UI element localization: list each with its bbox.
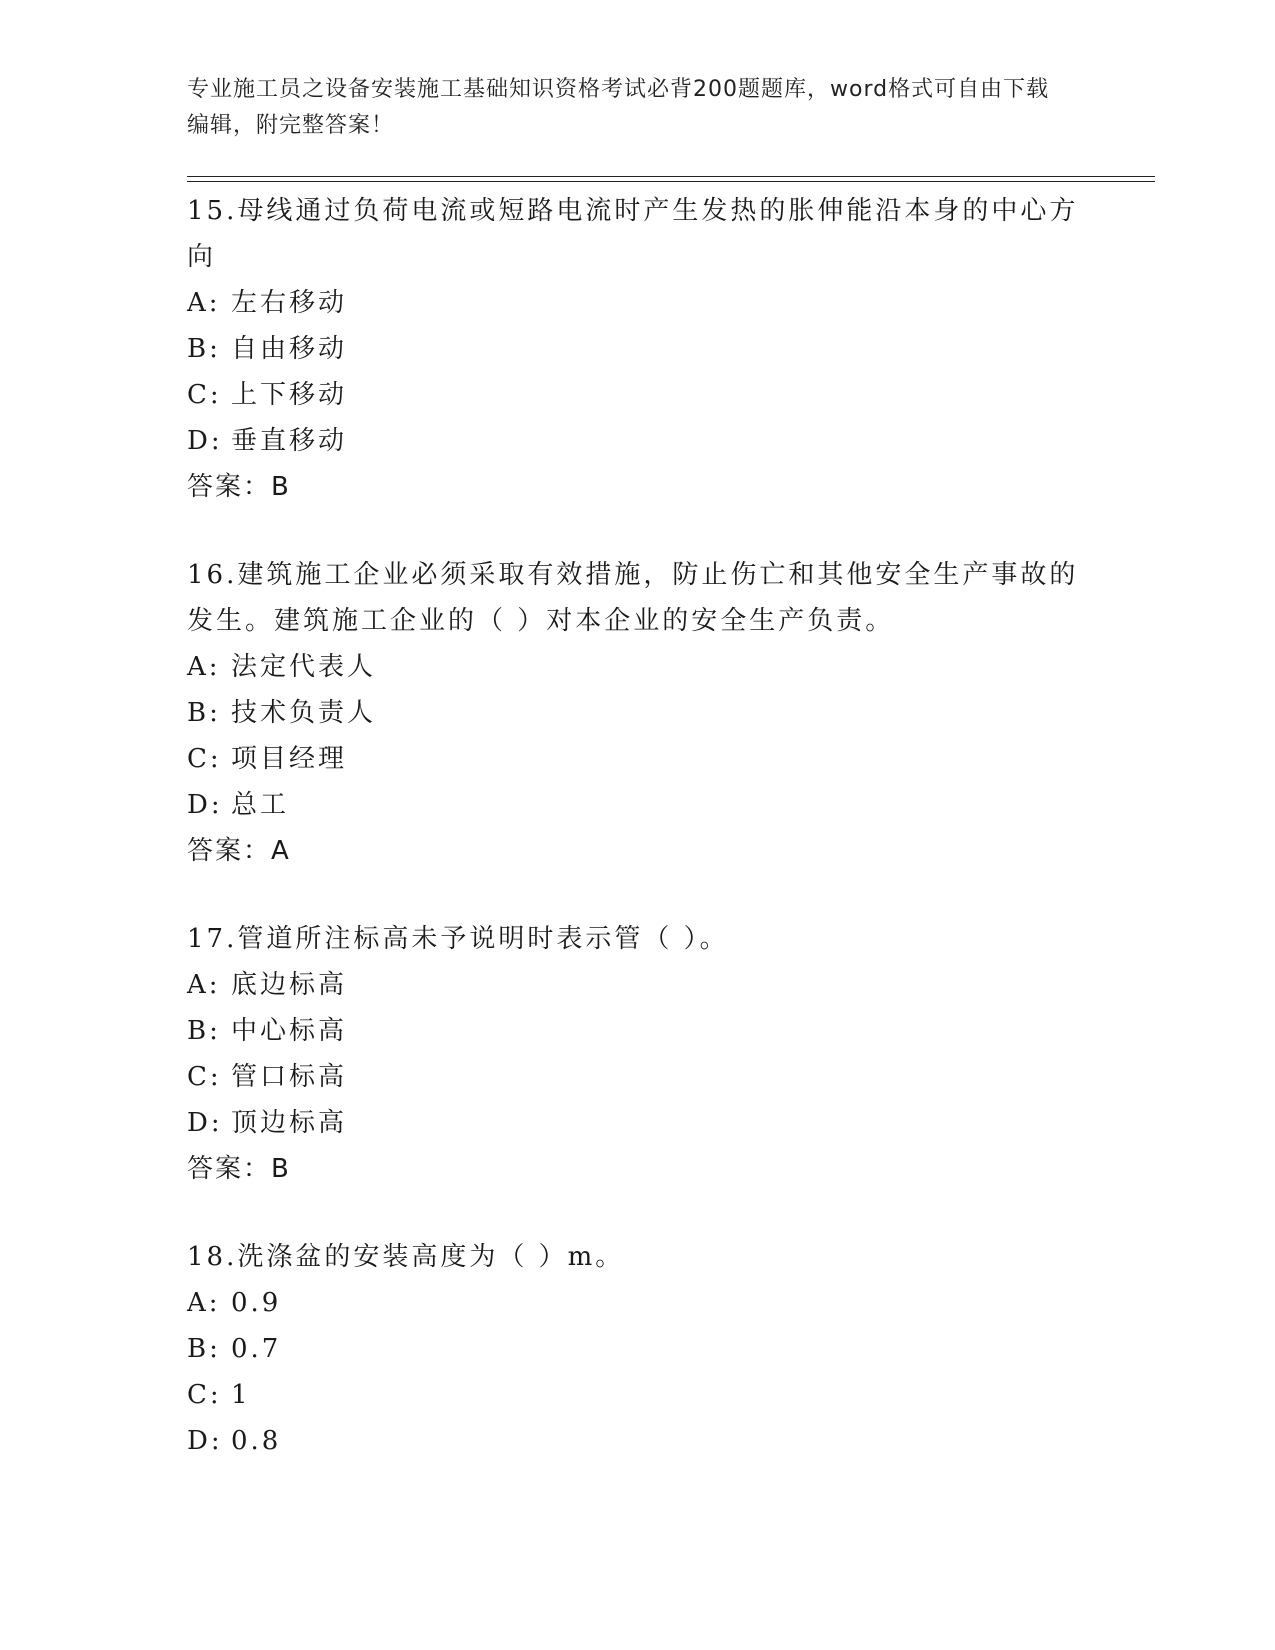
option-c [187,372,1087,418]
option-letter: C: [187,1062,222,1092]
question-stem: 15.母线通过负荷电流或短路电流时产生发热的胀伸能沿本身的中心方向 [187,196,1079,272]
option-text: 上下移动 [231,380,348,410]
header-divider-top [187,176,1155,177]
option-letter: B: [187,698,221,728]
option-letter: D: [187,1426,223,1456]
option-d [187,782,1087,828]
question-18 [187,1234,1087,1464]
question-stem: 17.管道所注标高未予说明时表示管（ ）。 [187,924,729,954]
document-header: 专业施工员之设备安装施工基础知识资格考试必背200题题库，word格式可自由下载编辑，附完整答案！ [187,77,1050,138]
option-c [187,1054,1087,1100]
option-letter: A: [187,1288,221,1318]
option-b [187,690,1087,736]
question-17 [187,916,1087,1192]
option-letter: D: [187,1108,223,1138]
option-a [187,962,1087,1008]
option-text: 0.9 [231,1288,282,1318]
option-text: 垂直移动 [231,426,348,456]
option-letter: B: [187,1016,221,1046]
option-text: 0.7 [231,1334,282,1364]
option-text: 自由移动 [231,334,348,364]
question-list [187,188,1087,1506]
option-c [187,736,1087,782]
option-text: 技术负责人 [231,698,377,728]
option-letter: C: [187,744,222,774]
answer-line: 答案：B [187,1154,291,1184]
answer-line: 答案：B [187,472,291,502]
option-letter: B: [187,334,221,364]
option-text: 中心标高 [231,1016,348,1046]
option-d [187,418,1087,464]
option-letter: A: [187,970,221,1000]
option-text: 左右移动 [231,288,348,318]
option-text: 顶边标高 [231,1108,348,1138]
option-letter: C: [187,1380,222,1410]
option-text: 项目经理 [231,744,348,774]
header-divider-bottom [187,181,1155,182]
option-letter: A: [187,288,221,318]
option-text: 总工 [231,790,290,820]
option-letter: D: [187,426,223,456]
option-text: 底边标高 [231,970,348,1000]
option-b [187,1326,1087,1372]
question-16 [187,552,1087,874]
option-d [187,1418,1087,1464]
question-15 [187,188,1087,510]
option-letter: B: [187,1334,221,1364]
option-d [187,1100,1087,1146]
option-a [187,1280,1087,1326]
option-text: 法定代表人 [231,652,377,682]
option-text: 管口标高 [231,1062,348,1092]
option-text: 1 [231,1380,251,1410]
option-letter: D: [187,790,223,820]
option-letter: C: [187,380,222,410]
option-text: 0.8 [231,1426,282,1456]
question-stem: 18.洗涤盆的安装高度为（ ）m。 [187,1242,625,1272]
option-a [187,280,1087,326]
answer-line: 答案：A [187,836,291,866]
option-c [187,1372,1087,1418]
option-b [187,326,1087,372]
option-a [187,644,1087,690]
option-b [187,1008,1087,1054]
question-stem: 16.建筑施工企业必须采取有效措施，防止伤亡和其他安全生产事故的发生。建筑施工企业的（ ）对本企业的安全生产负责。 [187,560,1079,636]
option-letter: A: [187,652,221,682]
